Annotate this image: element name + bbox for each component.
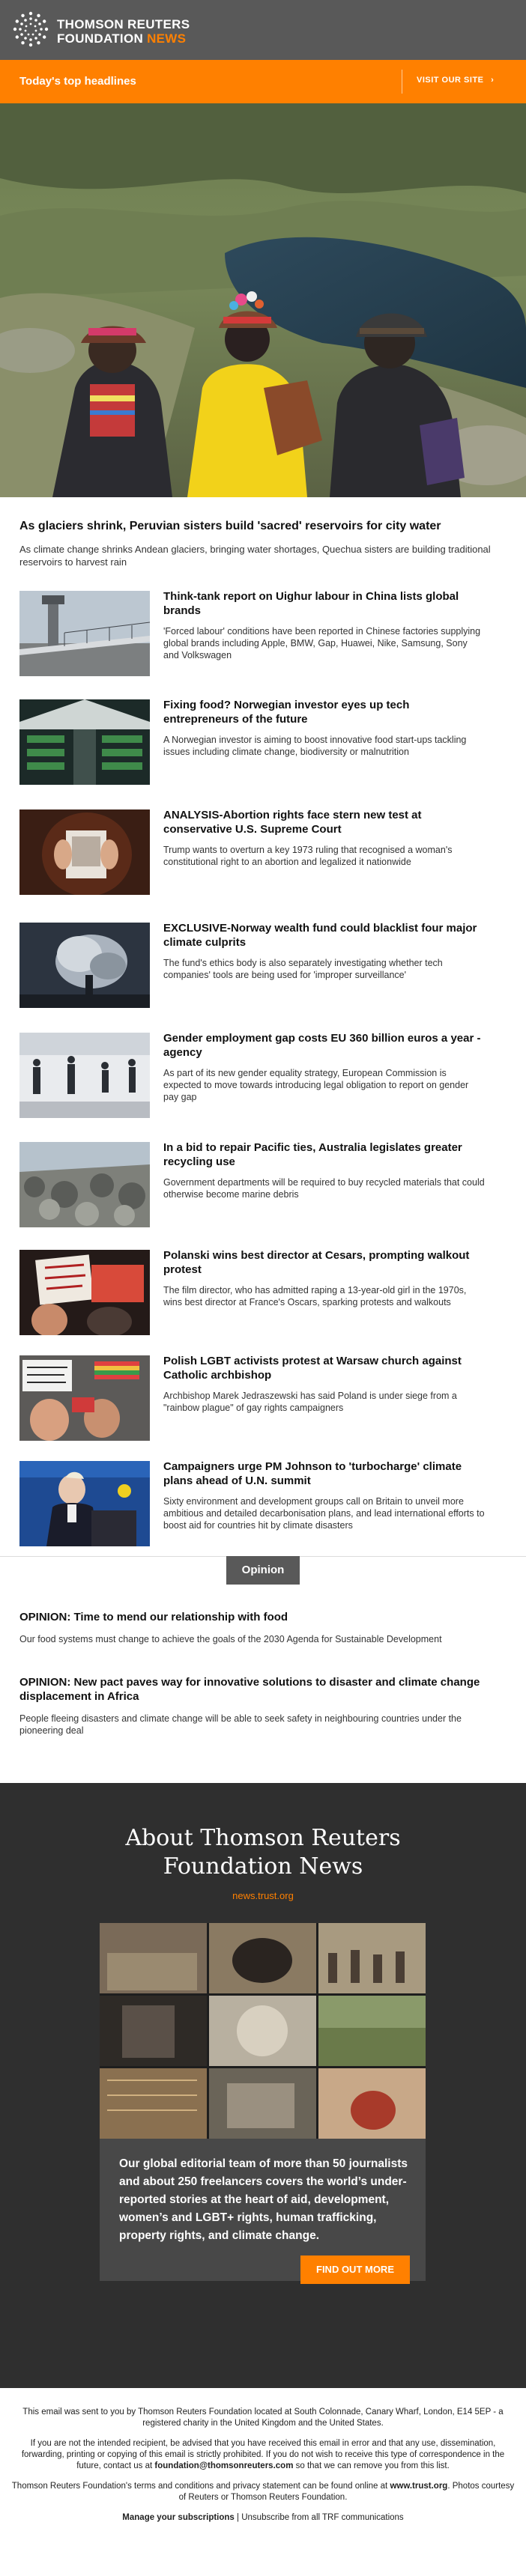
footer-disclaimer-text: If you are not the intended recipient, be advised that you have received this email in error and that any use, dissemination, forwarding, printing or copying of this email is strictly prohibited. If you do not wish to receive this type of correspondence in the future, contact us at xyxy=(21,2439,505,2470)
lead-story-summary: As climate change shrinks Andean glaciers, bringing water shortages, Quechua sisters are building traditional reservoirs to harvest rain xyxy=(19,544,491,568)
lead-story xyxy=(19,519,507,568)
story-summary: 'Forced labour' conditions have been reported in Chinese factories supplying global brands including Apple, BMW, Gap, Huawei, Nike, Samsung, Sony and Volkswagen xyxy=(163,626,481,660)
story-summary: As part of its new gender equality strategy, European Commission is expected to move towards introducing legal obligation to report on gender pay gap xyxy=(163,1068,469,1102)
brand-line2: FOUNDATION xyxy=(57,31,144,46)
story-thumbnail[interactable] xyxy=(19,809,150,895)
footer-sent-notice: This email was sent to you by Thomson Reuters Foundation located at South Colonnade, Canary Wharf, London, E14 5EP - a registered charity in the United Kingdom and the United States. xyxy=(22,2408,504,2428)
story-item xyxy=(19,1354,507,1442)
story-thumbnail[interactable] xyxy=(19,923,150,1008)
story-thumbnail[interactable] xyxy=(19,1142,150,1227)
story-title[interactable]: EXCLUSIVE-Norway wealth fund could blacklist four major climate culprits xyxy=(163,922,477,949)
story-title[interactable]: Campaigners urge PM Johnson to 'turbocharge' climate plans ahead of U.N. summit xyxy=(163,1460,462,1487)
brand-line1: THOMSON REUTERS xyxy=(57,17,190,31)
story-thumbnail[interactable] xyxy=(19,1250,150,1335)
story-summary: The film director, who has admitted raping a 13-year-old girl in the 1970s, wins best director at France's Oscars, sparking protests and walkouts xyxy=(163,1285,467,1307)
footer-terms xyxy=(10,2481,516,2503)
opinion-summary: People fleeing disasters and climate change will be able to seek safety in neighbouring countries under the pioneering deal xyxy=(19,1713,462,1736)
story-title[interactable]: Polish LGBT activists protest at Warsaw church against Catholic archbishop xyxy=(163,1355,462,1382)
about-card xyxy=(100,2139,426,2281)
opinion-title[interactable]: OPINION: New pact paves way for innovative solutions to disaster and climate change displacement in Africa xyxy=(19,1676,480,1703)
top-headlines-label: Today's top headlines xyxy=(19,75,136,88)
find-out-more-button[interactable]: FIND OUT MORE xyxy=(300,2255,410,2284)
opinion-title[interactable]: OPINION: Time to mend our relationship with food xyxy=(19,1611,288,1623)
story-item xyxy=(19,589,507,678)
story-title[interactable]: Polanski wins best director at Cesars, prompting walkout protest xyxy=(163,1249,470,1276)
about-photo-collage xyxy=(100,1923,426,2139)
story-title[interactable]: Fixing food? Norwegian investor eyes up tech entrepreneurs of the future xyxy=(163,699,410,726)
opinion-summary: Our food systems must change to achieve the goals of the 2030 Agenda for Sustainable Development xyxy=(19,1634,442,1644)
story-thumbnail[interactable] xyxy=(19,1461,150,1546)
about-title xyxy=(0,1824,526,1881)
about-title-line1: About Thomson Reuters xyxy=(125,1825,401,1851)
story-thumbnail[interactable] xyxy=(19,591,150,676)
unsubscribe-link[interactable]: Unsubscribe from all TRF communications xyxy=(241,2513,404,2522)
story-title[interactable]: Gender employment gap costs EU 360 billion euros a year - agency xyxy=(163,1032,481,1059)
visit-site-link[interactable] xyxy=(417,76,494,85)
lead-story-title[interactable]: As glaciers shrink, Peruvian sisters build 'sacred' reservoirs for city water xyxy=(19,520,441,532)
chevron-right-icon: › xyxy=(491,76,495,85)
header-bar xyxy=(0,0,526,60)
story-thumbnail[interactable] xyxy=(19,1355,150,1441)
footer-disclaimer-tail: so that we can remove you from this list. xyxy=(295,2461,450,2470)
brand-wordmark xyxy=(57,17,190,46)
about-title-line2: Foundation News xyxy=(163,1853,363,1880)
footer-terms-text: Thomson Reuters Foundation's terms and conditions and privacy statement can be found online at xyxy=(11,2482,388,2491)
story-summary: The fund's ethics body is also separately investigating whether tech companies' tools are being used for 'improper surveillance' xyxy=(163,958,443,980)
hero-image[interactable] xyxy=(0,103,526,497)
story-title[interactable]: ANALYSIS-Abortion rights face stern new test at conservative U.S. Supreme Court xyxy=(163,809,422,836)
story-summary: Trump wants to overturn a key 1973 ruling that recognised a woman's constitutional right to an abortion and legalized it nationwide xyxy=(163,845,453,867)
footer xyxy=(10,2407,516,2524)
story-item xyxy=(19,1459,507,1548)
about-site-link[interactable]: news.trust.org xyxy=(232,1890,294,1901)
story-title[interactable]: In a bid to repair Pacific ties, Australia legislates greater recycling use xyxy=(163,1141,462,1168)
story-item xyxy=(19,808,507,896)
trf-logo-icon xyxy=(12,10,49,48)
story-summary: Government departments will be required to buy recycled materials that could otherwise become marine debris xyxy=(163,1177,485,1200)
story-thumbnail[interactable] xyxy=(19,1033,150,1118)
footer-disclaimer xyxy=(10,2438,516,2472)
story-item xyxy=(19,1248,507,1337)
footer-site-link[interactable]: www.trust.org xyxy=(390,2482,448,2491)
footer-email-link[interactable]: foundation@thomsonreuters.com xyxy=(154,2461,294,2470)
story-title[interactable]: Think-tank report on Uighur labour in China lists global brands xyxy=(163,590,459,617)
story-item xyxy=(19,921,507,1009)
visit-site-label: VISIT OUR SITE xyxy=(417,76,484,85)
story-summary: Archbishop Marek Jedraszewski has said Poland is under siege from a "rainbow plague" of gay rights campaigners xyxy=(163,1391,457,1413)
story-item xyxy=(19,698,507,786)
story-item xyxy=(19,1140,507,1229)
about-body-text: Our global editorial team of more than 50 journalists and about 250 freelancers covers the world’s under-reported stories at the heart of aid, development, women’s and LGBT+ rights, human trafficking, property rights, and climate change. xyxy=(119,2157,408,2242)
opinion-section-label: Opinion xyxy=(226,1556,300,1585)
story-summary: Sixty environment and development groups call on Britain to unveil more ambitious and detailed decarbonisation plans, and lead international efforts to boost aid for countries hit by climate disasters xyxy=(163,1496,485,1531)
headlines-bar xyxy=(0,60,526,103)
footer-link-separator: | xyxy=(237,2513,240,2522)
footer-links xyxy=(10,2512,516,2524)
story-item xyxy=(19,1031,507,1120)
brand-news: NEWS xyxy=(147,31,187,46)
manage-subscriptions-link[interactable]: Manage your subscriptions xyxy=(122,2513,235,2522)
about-section xyxy=(0,1783,526,2388)
story-summary: A Norwegian investor is aiming to boost innovative food start-ups tackling issues including climate change, biodiversity or malnutrition xyxy=(163,735,467,757)
story-thumbnail[interactable] xyxy=(19,699,150,785)
footer-terms-tail: . Photos courtesy of Reuters or Thomson Reuters Foundation. xyxy=(178,2482,515,2502)
